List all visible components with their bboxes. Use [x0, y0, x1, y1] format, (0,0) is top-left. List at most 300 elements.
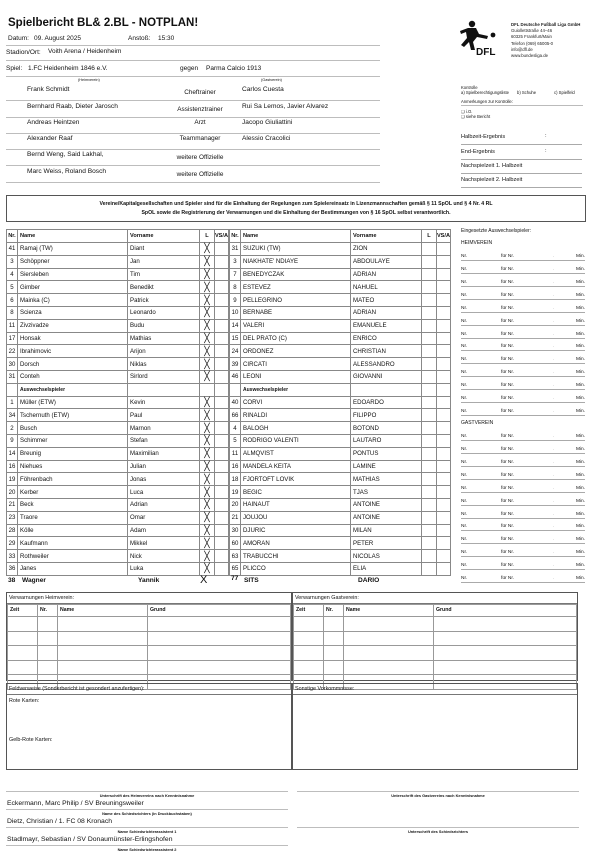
warnings-cell[interactable] [148, 617, 291, 632]
official-home: Marc Weiss, Roland Bosch [27, 168, 107, 175]
player-row [7, 486, 229, 499]
player-name: LEONI [241, 370, 351, 383]
lineup-x-icon[interactable]: ╳ [199, 255, 214, 268]
player-vorname: Tim [128, 268, 200, 281]
warnings-cell[interactable] [434, 660, 577, 675]
warnings-cell[interactable] [58, 617, 148, 632]
lineup-cell[interactable] [421, 447, 436, 460]
player-nr: 2 [7, 422, 18, 435]
vsa-cell[interactable] [436, 447, 450, 460]
lineup-x-icon[interactable]: ╳ [199, 396, 214, 409]
warnings-cell[interactable] [324, 660, 344, 675]
guest-extra-name: SITS [244, 577, 259, 584]
sub-fuer-label: für Nr. [501, 576, 515, 582]
player-nr: 11 [7, 319, 18, 332]
player-row [7, 473, 229, 486]
player-row [230, 550, 451, 563]
sub-fuer-label: für Nr. [501, 305, 515, 311]
referee-name: Eckermann, Marc Philip / SV Breuningsweiler [7, 800, 144, 807]
substitution-line[interactable] [461, 571, 585, 583]
lineup-cell[interactable] [421, 434, 436, 447]
lineup-x-icon[interactable]: ╳ [199, 358, 214, 371]
player-vorname: ANTOINE [351, 511, 422, 524]
warnings-home-title: Verwarnungen Heimverein: [7, 593, 291, 604]
vsa-cell[interactable] [214, 550, 228, 563]
official-role: Cheftrainer [184, 89, 216, 96]
vsa-cell[interactable] [436, 460, 450, 473]
result-value[interactable]: : [545, 133, 547, 139]
vsa-cell[interactable] [436, 243, 450, 256]
player-name: Gimber [18, 281, 128, 294]
lineup-x-icon[interactable]: ╳ [199, 460, 214, 473]
substitution-line[interactable] [461, 481, 585, 493]
lineup-cell[interactable] [421, 319, 436, 332]
official-role: weitere Offizielle [176, 154, 224, 161]
vsa-cell[interactable] [214, 524, 228, 537]
official-row [0, 117, 380, 134]
home-lineup-table [6, 229, 229, 576]
vsa-cell[interactable] [436, 294, 450, 307]
player-nr: 34 [7, 409, 18, 422]
sub-min-label: Min. [575, 472, 585, 478]
vsa-cell[interactable] [214, 409, 228, 422]
lineup-x-icon[interactable]: ╳ [199, 511, 214, 524]
vsa-cell[interactable] [436, 537, 450, 550]
lineup-x-icon[interactable]: ╳ [199, 345, 214, 358]
warnings-cell[interactable] [344, 646, 434, 661]
substitution-line[interactable] [461, 519, 585, 531]
player-name: Ramaj (TW) [18, 243, 128, 256]
sub-min-label: Min. [575, 537, 585, 543]
warnings-cell[interactable] [148, 631, 291, 646]
sub-fuer-label: für Nr. [501, 279, 515, 285]
lineup-x-icon[interactable]: ╳ [199, 434, 214, 447]
substitution-line[interactable] [461, 275, 585, 287]
lineup-cell[interactable] [421, 409, 436, 422]
player-name: DEL PRATO (C) [241, 332, 351, 345]
player-nr: 5 [7, 281, 18, 294]
lineup-cell[interactable] [421, 345, 436, 358]
notice-line-1: Vereine/Kapitalgesellschaften und Spieler sind für die Einhaltung der Regelungen zum Spielereinsatz in Lizenzmannschaften gemäß § 11 SpOL und § 4 Nr. 4 RL [99, 201, 493, 207]
substitution-line[interactable] [461, 455, 585, 467]
vsa-cell[interactable] [436, 255, 450, 268]
sub-fuer-label: für Nr. [501, 459, 515, 465]
player-vorname: ADRIAN [351, 268, 422, 281]
sub-dot: . [553, 459, 555, 465]
sub-nr-label: Nr. [461, 472, 468, 478]
warnings-cell[interactable] [38, 631, 58, 646]
result-value[interactable]: : [545, 148, 547, 154]
warnings-cell[interactable] [344, 617, 434, 632]
vsa-cell[interactable] [214, 511, 228, 524]
substitution-line[interactable] [461, 468, 585, 480]
substitution-line[interactable] [461, 506, 585, 518]
player-name: BEGIC [241, 486, 351, 499]
lineup-x-icon[interactable]: ╳ [199, 332, 214, 345]
vsa-cell[interactable] [436, 345, 450, 358]
vsa-cell[interactable] [436, 486, 450, 499]
lineup-cell[interactable] [421, 473, 436, 486]
vsa-cell[interactable] [436, 473, 450, 486]
player-nr: 7 [230, 268, 241, 281]
warnings-cell[interactable] [58, 660, 148, 675]
sub-min-label: Min. [575, 434, 585, 440]
lineup-cell[interactable] [421, 268, 436, 281]
vsa-cell[interactable] [436, 281, 450, 294]
player-nr: 8 [230, 281, 241, 294]
warnings-cell[interactable] [8, 631, 38, 646]
warnings-cell[interactable] [324, 617, 344, 632]
vsa-cell[interactable] [436, 306, 450, 319]
vsa-cell[interactable] [214, 345, 228, 358]
sub-dot: . [553, 383, 555, 389]
player-row [7, 524, 229, 537]
warnings-cell[interactable] [38, 617, 58, 632]
substitution-line[interactable] [461, 262, 585, 274]
sub-min-label: Min. [575, 563, 585, 569]
sub-dot: . [553, 434, 555, 440]
vsa-cell[interactable] [436, 332, 450, 345]
player-vorname: ALESSANDRO [351, 358, 422, 371]
substitution-line[interactable] [461, 429, 585, 441]
lineup-x-icon[interactable]: ╳ [199, 447, 214, 460]
substitution-line[interactable] [461, 365, 585, 377]
vsa-cell[interactable] [214, 473, 228, 486]
official-home: Bernhard Raab, Dieter Jarosch [27, 103, 118, 110]
lineup-cell[interactable] [421, 486, 436, 499]
sub-fuer-label: für Nr. [501, 292, 515, 298]
dfl-email: info@dfl.de [511, 46, 533, 52]
vsa-cell[interactable] [214, 255, 228, 268]
sub-min-label: Min. [575, 254, 585, 260]
home-extra-name: Wagner [22, 577, 46, 584]
official-role: Teammanager [179, 135, 221, 142]
vsa-cell[interactable] [436, 422, 450, 435]
dfl-logo-text: DFL [476, 47, 496, 56]
warnings-cell[interactable] [344, 660, 434, 675]
kontrolle-section [461, 85, 586, 119]
lineup-x-icon[interactable]: ╳ [199, 243, 214, 256]
player-vorname: ZION [351, 243, 422, 256]
lineup-x-icon[interactable]: ╳ [199, 562, 214, 575]
warnings-guest [292, 592, 578, 681]
lineup-cell[interactable] [421, 396, 436, 409]
warnings-cell[interactable] [38, 660, 58, 675]
subs-header-empty [436, 383, 450, 396]
player-name: Kaufmann [18, 537, 128, 550]
lineup-cell[interactable] [421, 332, 436, 345]
lineup-x-icon[interactable]: ╳ [199, 281, 214, 294]
substitution-line[interactable] [461, 326, 585, 338]
official-guest: Rui Sa Lemos, Javier Alvarez [242, 103, 329, 110]
substitution-line[interactable] [461, 494, 585, 506]
feldverweise-title: Feldverweise (Sonderbericht ist gesondert anzufertigen): [7, 684, 291, 695]
sub-dot: . [553, 408, 555, 414]
vsa-cell[interactable] [214, 294, 228, 307]
vsa-cell[interactable] [214, 422, 228, 435]
lineup-cell[interactable] [421, 460, 436, 473]
result-row [461, 148, 582, 160]
player-name: Schöppner [18, 255, 128, 268]
substitution-line[interactable] [461, 378, 585, 390]
player-vorname: Luca [128, 486, 200, 499]
player-vorname: BOTOND [351, 422, 422, 435]
player-name: Kölle [18, 524, 128, 537]
sub-fuer-label: für Nr. [501, 472, 515, 478]
vsa-cell[interactable] [214, 306, 228, 319]
lineup-x-icon[interactable]: ╳ [199, 294, 214, 307]
sub-min-label: Min. [575, 498, 585, 504]
player-nr: 9 [7, 434, 18, 447]
feldverweise-box [6, 683, 292, 770]
warnings-cell[interactable] [148, 660, 291, 675]
sub-nr-label: Nr. [461, 434, 468, 440]
lineup-x-icon[interactable]: ╳ [199, 524, 214, 537]
vsa-cell[interactable] [436, 434, 450, 447]
sub-dot: . [553, 267, 555, 273]
lineup-cell[interactable] [421, 255, 436, 268]
sub-fuer-label: für Nr. [501, 331, 515, 337]
lineup-x-icon[interactable]: ╳ [199, 306, 214, 319]
player-row [230, 396, 451, 409]
home-extra-nr: 38 [8, 577, 16, 584]
player-name: Breunig [18, 447, 128, 460]
player-row [230, 306, 451, 319]
player-name: Siersleben [18, 268, 128, 281]
vsa-cell[interactable] [436, 498, 450, 511]
player-nr: 1 [7, 396, 18, 409]
vsa-cell[interactable] [214, 243, 228, 256]
vsa-cell[interactable] [436, 511, 450, 524]
subs-guest-label: GASTVEREIN [461, 420, 494, 426]
lineup-cell[interactable] [421, 294, 436, 307]
player-nr: 11 [230, 447, 241, 460]
vsa-cell[interactable] [214, 537, 228, 550]
warnings-cell[interactable] [8, 660, 38, 675]
sub-nr-label: Nr. [461, 511, 468, 517]
warnings-cell[interactable] [434, 646, 577, 661]
player-nr: 9 [230, 294, 241, 307]
player-row [7, 447, 229, 460]
lineup-x-icon[interactable]: ╳ [199, 537, 214, 550]
warnings-cell[interactable] [8, 617, 38, 632]
official-guest: Carlos Cuesta [242, 86, 284, 93]
substitution-line[interactable] [461, 352, 585, 364]
dfl-street: Guiollettstraße 44–46 [511, 28, 553, 34]
sub-dot: . [553, 485, 555, 491]
player-row [230, 255, 451, 268]
warnings-cell[interactable] [294, 646, 324, 661]
substitution-line[interactable] [461, 301, 585, 313]
warnings-col-zeit: Zeit [8, 605, 38, 617]
substitution-line[interactable] [461, 532, 585, 544]
official-guest: Jacopo Giuliattini [242, 119, 293, 126]
sub-min-label: Min. [575, 524, 585, 530]
player-vorname: CHRISTIAN [351, 345, 422, 358]
player-nr: 40 [230, 396, 241, 409]
lineup-x-icon[interactable]: ╳ [199, 473, 214, 486]
substitution-line[interactable] [461, 404, 585, 416]
vsa-cell[interactable] [214, 562, 228, 575]
checkbox-siehe-bericht[interactable]: ❑ siehe Bericht [461, 114, 491, 119]
warnings-cell[interactable] [434, 617, 577, 632]
vsa-cell[interactable] [436, 268, 450, 281]
vsa-cell[interactable] [214, 460, 228, 473]
player-vorname: LAUTARO [351, 434, 422, 447]
warnings-cell[interactable] [294, 660, 324, 675]
lineup-x-icon[interactable]: ╳ [199, 319, 214, 332]
warnings-cell[interactable] [8, 646, 38, 661]
player-name: Kerber [18, 486, 128, 499]
player-name: MANDELA KEITA [241, 460, 351, 473]
player-nr: 21 [7, 498, 18, 511]
sub-nr-label: Nr. [461, 318, 468, 324]
substitution-line[interactable] [461, 558, 585, 570]
player-row [7, 281, 229, 294]
sub-nr-label: Nr. [461, 331, 468, 337]
player-vorname: EMANUELE [351, 319, 422, 332]
substitution-line[interactable] [461, 545, 585, 557]
player-nr: 36 [7, 562, 18, 575]
vsa-cell[interactable] [436, 319, 450, 332]
substitution-line[interactable] [461, 288, 585, 300]
sonstige-box [292, 683, 578, 770]
lineup-x-icon[interactable]: ╳ [199, 268, 214, 281]
lineup-cell[interactable] [421, 422, 436, 435]
warnings-cell[interactable] [324, 646, 344, 661]
subs-home-label: HEIMVEREIN [461, 240, 493, 246]
player-row [230, 294, 451, 307]
substitution-line[interactable] [461, 314, 585, 326]
lineup-cell[interactable] [421, 306, 436, 319]
lineup-x-icon[interactable]: ╳ [199, 370, 214, 383]
warnings-cell[interactable] [38, 646, 58, 661]
lineup-cell[interactable] [421, 498, 436, 511]
warnings-header-row [294, 605, 577, 617]
player-nr: 4 [7, 268, 18, 281]
guest-caption: (Gastverein) [261, 78, 282, 82]
sub-fuer-label: für Nr. [501, 563, 515, 569]
warnings-cell[interactable] [434, 631, 577, 646]
lineup-cell[interactable] [421, 511, 436, 524]
sub-min-label: Min. [575, 279, 585, 285]
warnings-cell[interactable] [148, 646, 291, 661]
warnings-cell[interactable] [294, 617, 324, 632]
substitution-line[interactable] [461, 391, 585, 403]
substitution-line[interactable] [461, 249, 585, 261]
player-nr: 15 [230, 332, 241, 345]
lineup-cell[interactable] [421, 358, 436, 371]
substitution-line[interactable] [461, 442, 585, 454]
vsa-cell[interactable] [436, 358, 450, 371]
lineup-cell[interactable] [421, 243, 436, 256]
sub-fuer-label: für Nr. [501, 498, 515, 504]
lineup-x-icon[interactable]: ╳ [199, 486, 214, 499]
sub-nr-label: Nr. [461, 524, 468, 530]
sub-min-label: Min. [575, 485, 585, 491]
vsa-cell[interactable] [214, 498, 228, 511]
warnings-row [8, 617, 291, 632]
vsa-cell[interactable] [214, 370, 228, 383]
vsa-cell[interactable] [436, 562, 450, 575]
warnings-guest-title: Verwarnungen Gastverein: [293, 593, 577, 604]
player-vorname: Arijon [128, 345, 200, 358]
lineup-cell[interactable] [421, 550, 436, 563]
anmerkungen-label: Anmerkungen zur Kontrolle: [461, 99, 583, 106]
player-vorname: Jan [128, 255, 200, 268]
lineup-cell[interactable] [421, 524, 436, 537]
player-vorname: MILAN [351, 524, 422, 537]
warnings-cell[interactable] [344, 631, 434, 646]
rote-karten-label: Rote Karten: [9, 698, 40, 704]
vsa-cell[interactable] [214, 319, 228, 332]
sub-fuer-label: für Nr. [501, 447, 515, 453]
player-vorname: Mikkel [128, 537, 200, 550]
lineup-x-icon[interactable]: ╳ [199, 498, 214, 511]
warnings-row [294, 617, 577, 632]
vsa-cell[interactable] [214, 358, 228, 371]
sub-min-label: Min. [575, 292, 585, 298]
vsa-cell[interactable] [214, 268, 228, 281]
vsa-cell[interactable] [436, 550, 450, 563]
warnings-cell[interactable] [324, 631, 344, 646]
warnings-cell[interactable] [58, 631, 148, 646]
notice-line-2: SpOL sowie die Registrierung der Verwarnungen und die Einhaltung der Bestimmungen von § 16 SpOL selbst verantwortlich. [141, 209, 451, 216]
vsa-cell[interactable] [436, 409, 450, 422]
lineup-cell[interactable] [421, 537, 436, 550]
vsa-cell[interactable] [214, 434, 228, 447]
lineup-x-icon[interactable]: ╳ [199, 409, 214, 422]
lineup-x-icon[interactable]: ╳ [199, 550, 214, 563]
official-row [0, 149, 380, 166]
player-name: Scienza [18, 306, 128, 319]
vsa-cell[interactable] [436, 524, 450, 537]
player-vorname: Niklas [128, 358, 200, 371]
player-nr: 20 [7, 486, 18, 499]
sub-min-label: Min. [575, 344, 585, 350]
player-name: BENEDYCZAK [241, 268, 351, 281]
substitution-line[interactable] [461, 339, 585, 351]
player-row [230, 358, 451, 371]
player-name: DJURIC [241, 524, 351, 537]
home-caption: (Heimverein) [78, 78, 100, 82]
header-nr: Nr. [230, 230, 241, 243]
vsa-cell[interactable] [436, 396, 450, 409]
vsa-cell[interactable] [436, 370, 450, 383]
lineup-cell[interactable] [421, 562, 436, 575]
player-name: ESTEVEZ [241, 281, 351, 294]
vsa-cell[interactable] [214, 332, 228, 345]
vsa-cell[interactable] [214, 486, 228, 499]
vsa-cell[interactable] [214, 396, 228, 409]
vsa-cell[interactable] [214, 281, 228, 294]
player-name: CIRCATI [241, 358, 351, 371]
warnings-cell[interactable] [294, 631, 324, 646]
checkbox-io[interactable]: ❑ i.O. [461, 109, 473, 114]
lineup-cell[interactable] [421, 370, 436, 383]
player-nr: 24 [230, 345, 241, 358]
player-nr: 4 [230, 422, 241, 435]
lineup-cell[interactable] [421, 281, 436, 294]
subs-header-nr [7, 383, 18, 396]
warnings-cell[interactable] [58, 646, 148, 661]
sub-fuer-label: für Nr. [501, 318, 515, 324]
vsa-cell[interactable] [214, 447, 228, 460]
sub-min-label: Min. [575, 408, 585, 414]
dfl-phone: Telefon (069) 65005-0 [511, 40, 554, 46]
lineup-x-icon[interactable]: ╳ [199, 422, 214, 435]
player-vorname: Stefan [128, 434, 200, 447]
